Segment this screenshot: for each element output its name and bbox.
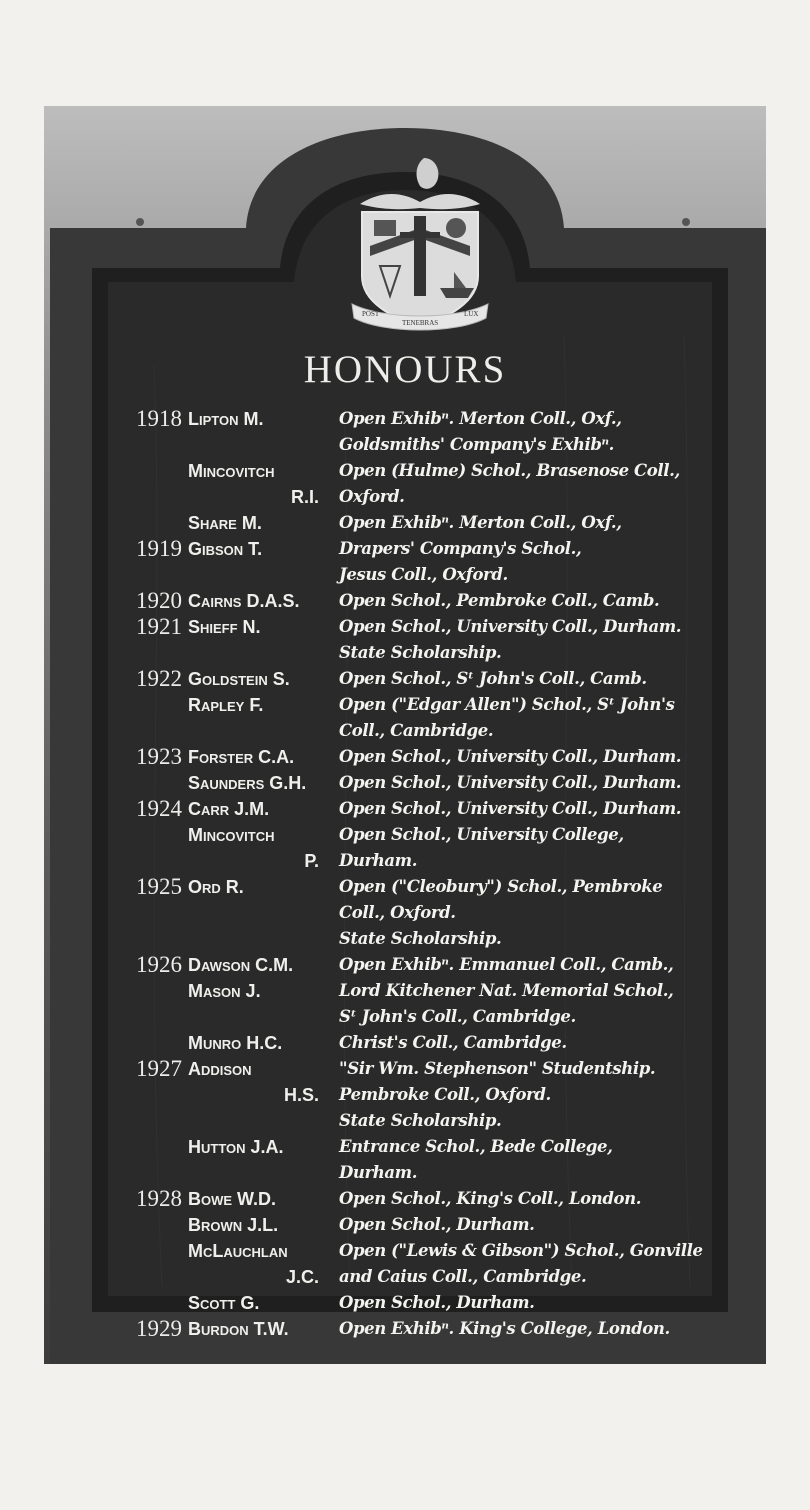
honour-name: Addison	[188, 1059, 252, 1079]
honour-award: Open Schol., Durham.	[339, 1293, 535, 1312]
honour-name: Mincovitch	[188, 461, 275, 481]
motto-word-3: LUX	[464, 310, 479, 318]
honour-award: Open ("Cleobury") Schol., Pembroke	[339, 877, 663, 896]
honour-row	[44, 926, 766, 952]
honour-award: "Sir Wm. Stephenson" Studentship.	[339, 1059, 656, 1078]
honour-row	[44, 1290, 766, 1316]
honour-award: Entrance Schol., Bede College,	[339, 1137, 613, 1156]
honour-row	[44, 1030, 766, 1056]
honour-year: 1926	[136, 952, 182, 977]
honour-row	[44, 900, 766, 926]
honour-row	[44, 978, 766, 1004]
honour-award: Open Schol., University Coll., Durham.	[339, 747, 682, 766]
honour-award: Open Schol., University Coll., Durham.	[339, 617, 682, 636]
honour-row	[44, 432, 766, 458]
honour-year: 1927	[136, 1056, 182, 1081]
honour-award: Coll., Cambridge.	[339, 721, 494, 740]
honour-year: 1920	[136, 588, 182, 613]
honour-year: 1918	[136, 406, 182, 431]
honour-row	[44, 1134, 766, 1160]
honour-year: 1924	[136, 796, 182, 821]
honour-award: Open ("Lewis & Gibson") Schol., Gonville	[339, 1241, 703, 1260]
honour-name: Brown J.L.	[188, 1215, 279, 1235]
honour-name: Munro H.C.	[188, 1033, 283, 1053]
honours-board-photo	[44, 106, 766, 1364]
honour-award: Open Schol., University College,	[339, 825, 624, 844]
honour-name: Dawson C.M.	[188, 955, 294, 975]
honour-year: 1923	[136, 744, 182, 769]
honour-row	[44, 666, 766, 692]
board-title: HONOURS	[303, 348, 507, 391]
honour-row	[44, 614, 766, 640]
honour-name: Mincovitch	[188, 825, 275, 845]
motto-word-1: POST	[362, 310, 380, 318]
motto-word-2: TENEBRAS	[402, 319, 439, 327]
honour-row	[44, 796, 766, 822]
honour-award: Open Schol., King's Coll., London.	[339, 1189, 642, 1208]
honour-name: Shieff N.	[188, 617, 261, 637]
honour-row	[44, 692, 766, 718]
honour-award: State Scholarship.	[339, 1111, 502, 1130]
honour-row	[44, 406, 766, 432]
honour-row	[44, 822, 766, 848]
honour-row	[44, 510, 766, 536]
honour-name: Lipton M.	[188, 409, 264, 429]
honour-year: 1929	[136, 1316, 182, 1341]
honour-award: Oxford.	[339, 487, 405, 506]
honour-year: 1928	[136, 1186, 182, 1211]
honour-row	[44, 1212, 766, 1238]
honour-row	[44, 1238, 766, 1264]
honour-award: Sᵗ John's Coll., Cambridge.	[339, 1007, 576, 1026]
honour-name: H.S.	[283, 1085, 319, 1105]
honour-name: Cairns D.A.S.	[188, 591, 300, 611]
honour-row	[44, 458, 766, 484]
honour-name: J.C.	[285, 1267, 319, 1287]
hook-left	[136, 218, 144, 226]
honour-award: Open Exhibⁿ. Merton Coll., Oxf.,	[339, 409, 622, 428]
honour-award: State Scholarship.	[339, 643, 502, 662]
honour-award: Open Exhibⁿ. King's College, London.	[339, 1319, 670, 1338]
honour-name: Rapley F.	[188, 695, 264, 715]
honour-award: Durham.	[339, 1163, 418, 1182]
honour-award: Drapers' Company's Schol.,	[339, 539, 582, 558]
honour-name: R.I.	[290, 487, 319, 507]
honour-name: Bowe W.D.	[188, 1189, 277, 1209]
honour-row	[44, 640, 766, 666]
honour-award: Open Schol., Sᵗ John's Coll., Camb.	[339, 669, 647, 688]
honour-award: Open Exhibⁿ. Emmanuel Coll., Camb.,	[339, 955, 674, 974]
honour-row	[44, 562, 766, 588]
honour-row	[44, 588, 766, 614]
honour-year: 1919	[136, 536, 182, 561]
honour-award: Christ's Coll., Cambridge.	[339, 1033, 567, 1052]
honour-award: Jesus Coll., Oxford.	[339, 565, 508, 584]
honour-award: Open (Hulme) Schol., Brasenose Coll.,	[339, 461, 680, 480]
honour-row	[44, 1056, 766, 1082]
honour-name: Hutton J.A.	[188, 1137, 284, 1157]
honour-award: Lord Kitchener Nat. Memorial Schol.,	[339, 981, 674, 1000]
honour-year: 1922	[136, 666, 182, 691]
honour-award: Open Schol., University Coll., Durham.	[339, 773, 682, 792]
honour-award: Open Schol., Pembroke Coll., Camb.	[339, 591, 660, 610]
honours-list	[44, 406, 766, 1342]
honour-name: Mason J.	[188, 981, 261, 1001]
honour-award: Pembroke Coll., Oxford.	[339, 1085, 551, 1104]
honour-row	[44, 874, 766, 900]
honour-award: Open Exhibⁿ. Merton Coll., Oxf.,	[339, 513, 622, 532]
honour-row	[44, 1264, 766, 1290]
honour-name: P.	[304, 851, 319, 871]
honour-award: Open ("Edgar Allen") Schol., Sᵗ John's	[339, 695, 675, 714]
honour-row	[44, 484, 766, 510]
honour-year: 1925	[136, 874, 182, 899]
honour-row	[44, 718, 766, 744]
honour-row	[44, 1082, 766, 1108]
honour-row	[44, 1004, 766, 1030]
honour-name: McLauchlan	[188, 1241, 288, 1261]
honour-award: Durham.	[339, 851, 418, 870]
honour-name: Forster C.A.	[188, 747, 295, 767]
honour-name: Burdon T.W.	[188, 1319, 289, 1339]
honour-row	[44, 1186, 766, 1212]
honour-award: and Caius Coll., Cambridge.	[339, 1267, 587, 1286]
honour-name: Goldstein S.	[188, 669, 290, 689]
honour-name: Carr J.M.	[188, 799, 270, 819]
honour-row	[44, 1160, 766, 1186]
honour-row	[44, 744, 766, 770]
honour-award: Open Schol., Durham.	[339, 1215, 535, 1234]
honour-award: Coll., Oxford.	[339, 903, 456, 922]
honour-name: Gibson T.	[188, 539, 263, 559]
honour-name: Share M.	[188, 513, 262, 533]
honour-row	[44, 770, 766, 796]
honour-name: Ord R.	[188, 877, 244, 897]
honour-name: Scott G.	[188, 1293, 260, 1313]
honour-row	[44, 1316, 766, 1342]
honour-award: Open Schol., University Coll., Durham.	[339, 799, 682, 818]
honour-row	[44, 848, 766, 874]
honour-year: 1921	[136, 614, 182, 639]
honour-award: State Scholarship.	[339, 929, 502, 948]
honour-row	[44, 1108, 766, 1134]
honour-row	[44, 536, 766, 562]
honour-name: Saunders G.H.	[188, 773, 307, 793]
honour-row	[44, 952, 766, 978]
honour-award: Goldsmiths' Company's Exhibⁿ.	[339, 435, 615, 454]
hook-right	[682, 218, 690, 226]
